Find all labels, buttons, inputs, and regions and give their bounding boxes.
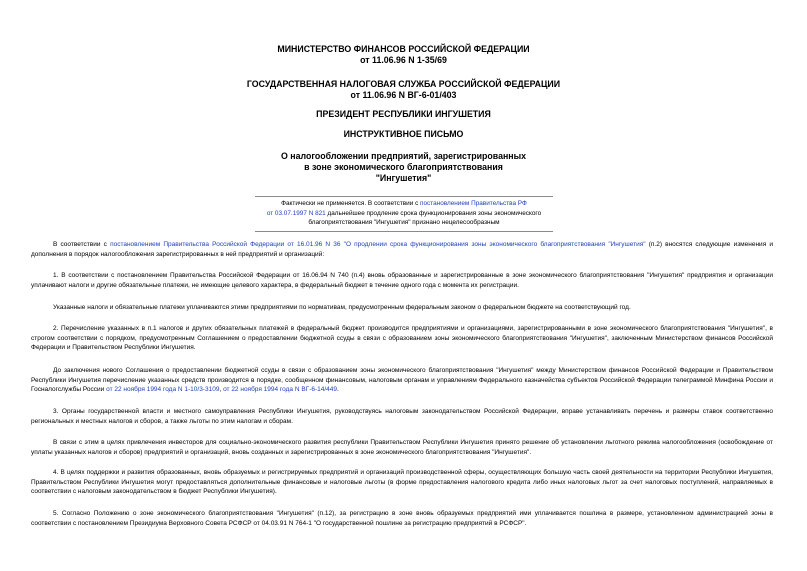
telegram-link-2[interactable]: от 22 ноября 1994 года N ВГ-6-14/449	[223, 386, 338, 394]
ministry-title: МИНИСТЕРСТВО ФИНАНСОВ РОССИЙСКОЙ ФЕДЕРАЦИИ	[277, 44, 530, 54]
note-link-government-decree[interactable]: постановлением Правительства РФ	[420, 200, 527, 207]
tax-service-date: от 11.06.96 N ВГ-6-01/403	[350, 90, 457, 100]
document-type: ИНСТРУКТИВНОЕ ПИСЬМО	[343, 129, 464, 139]
p5-separator: ,	[219, 386, 224, 394]
paragraph-1-note: Указанные налоги и обязательные платежи уплачиваются этими предприятиями по нормативам, предусмотренным федеральным законом о федеральном бюджете на соответствующий год.	[53, 304, 631, 311]
ministry-date: от 11.06.96 N 1-35/69	[360, 55, 447, 65]
president-title: ПРЕЗИДЕНТ РЕСПУБЛИКИ ИНГУШЕТИЯ	[316, 109, 491, 119]
paragraph-4: 4. В целях поддержки и развития образованных, вновь образуемых и регистрируемых предприятий и организаций производственной сферы, осуществляющих большую часть своей деятельности на территории Республики Ингушетия, Правительством Республики Ингушетия могут предоставляться дополнительные финансовые и налоговые льготы (в форме предоставления налогового кредита либо иных налоговых льгот за счет налоговых поступлений, направляемых в соответствии с налоговым законодательством в бюджет Республики Ингушетия).	[31, 469, 773, 496]
paragraph-intro	[31, 240, 773, 259]
p5-end: .	[337, 386, 339, 394]
tax-service-title: ГОСУДАРСТВЕННАЯ НАЛОГОВАЯ СЛУЖБА РОССИЙСКОЙ ФЕДЕРАЦИИ	[246, 79, 561, 89]
telegram-link-1[interactable]: от 22 ноября 1994 года N 1-10/3-3109	[106, 386, 220, 394]
document-title-line-1: О налогообложении предприятий, зарегистрированных	[281, 151, 526, 161]
intro-link-decree-36[interactable]: постановлением Правительства Российской Федерации от 16.01.96 N 36 "О продлении срока функционирования зоны экономического благоприятствования "Ингушетия"	[110, 241, 646, 248]
p5-text-start: До заключения нового Соглашения о предоставлении бюджетной ссуды в связи с образованием зоны экономического благоприятствования "Ингушетия" между Министерством финансов Российской Федерации и Правительством Республики Ингушетия перечисление указанных средств производится в порядке, сообщенном финансовым, налоговым органам и управлениям Федерального казначейства субъектов Российской Федерации телеграммой Минфина России и Госналогслужбы России	[31, 367, 773, 394]
paragraph-3: 3. Органы государственной власти и местного самоуправления Республики Ингушетия, руководствуясь налоговым законодательством Российской Федерации, вправе устанавливать перечень и размеры ставок соответственно региональных и местных налогов и сборов, а также льготы по этим налогам и сборам.	[31, 408, 773, 425]
intro-text-start: В соответствии с	[53, 241, 111, 248]
paragraph-2: 2. Перечисление указанных в п.1 налогов и других обязательных платежей в федеральный бюджет производится предприятиями и организациями, зарегистрированными в зоне экономического благоприятствования "Ингушетия", в строгом соответствии с порядком, предусмотренным Соглашением о предоставлении бюджетной ссуды в связи с образованием зоны экономического благоприятствования "Ингушетия", заключенным Министерством финансов Российской Федерации и Правительством Республики Ингушетия.	[31, 325, 773, 352]
note-text-1: Фактически не применяется. В соответствии с	[281, 200, 421, 207]
paragraph-2-note	[31, 366, 773, 395]
note-text-2: дальнейшее продление срока функционирования зоны экономического благоприятствования "Ингушетия" признано нецелесообразным	[308, 209, 542, 227]
note-link-decree-date[interactable]: от 03.07.1997 N 821	[266, 209, 326, 217]
paragraph-3-note: В связи с этим в целях привлечения инвесторов для социально-экономического развития республики Правительством Республики Ингушетия принято решение об установлении льготного режима налогообложения (освобождение от уплаты указанных налогов и сборов) предприятий и организаций, вновь созданных и зарегистрированных в зоне экономического благоприятствования "Ингушетия".	[31, 439, 773, 456]
status-note	[255, 196, 553, 232]
paragraph-1: 1. В соответствии с постановлением Правительства Российской Федерации от 16.06.94 N 740 (п.4) вновь образованные и зарегистрированные в зоне экономического благоприятствования "Ингушетия" предприятия и организации уплачивают налоги и другие обязательные платежи, не имеющие целевого характера, в федеральный бюджет в течение одного года с момента их регистрации.	[31, 272, 773, 289]
document-title-line-2: в зоне экономического благоприятствования	[304, 162, 503, 172]
paragraph-5: 5. Согласно Положению о зоне экономического благоприятствования "Ингушетия" (п.12), за регистрацию в зоне вновь образуемых предприятий ими уплачивается пошлина в размере, установленном администрацией зоны в соответствии с постановлением Президиума Верховного Совета РСФСР от 04.03.91 N 764-1 "О государственной пошлине за регистрацию предприятий в РСФСР".	[31, 510, 773, 527]
document-title-line-3: "Ингушетия"	[375, 173, 432, 183]
intro-text-end: (п.2) вносятся следующие изменения и дополнения в порядок налогообложения зарегистрированных в ней предприятий и организаций:	[31, 241, 773, 258]
